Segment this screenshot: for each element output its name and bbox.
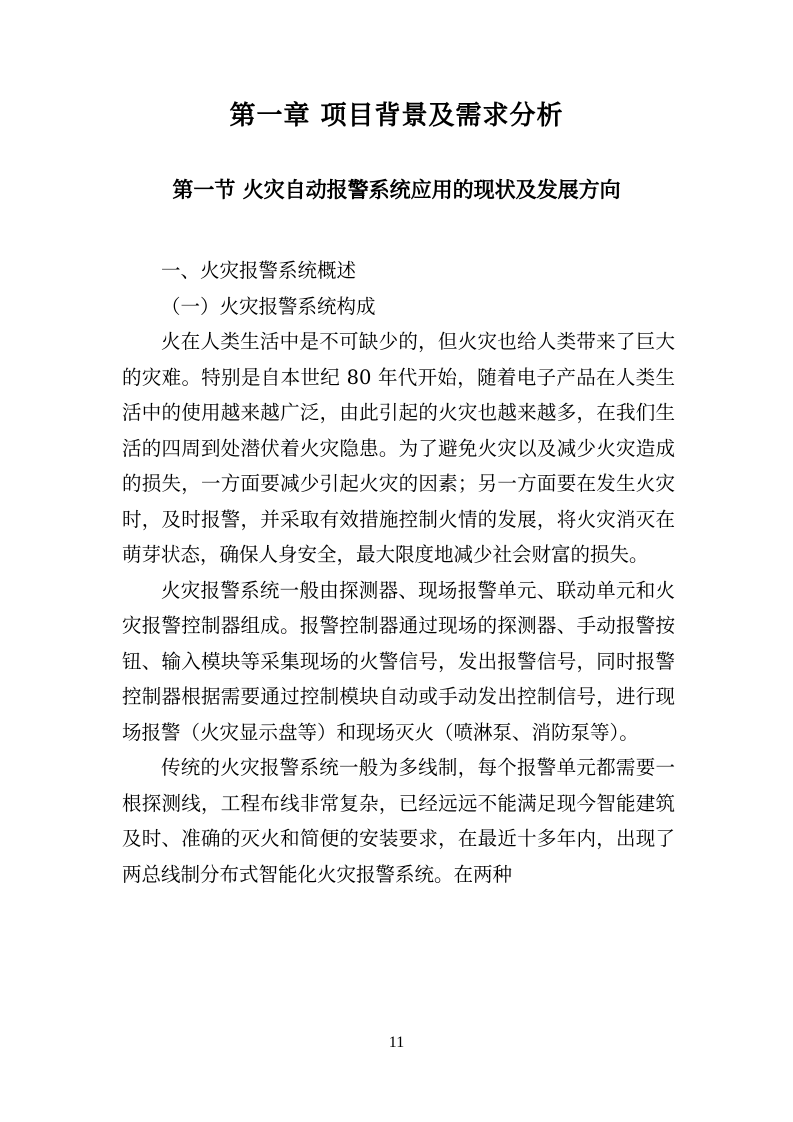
- chapter-title: 第一章 项目背景及需求分析: [229, 101, 564, 131]
- body-text: [122, 253, 675, 892]
- subheading-overview: 一、火灾报警系统概述: [161, 259, 357, 282]
- subheading-composition: （一）火灾报警系统构成: [161, 294, 376, 318]
- page-number: 11: [388, 1034, 405, 1051]
- section-title: 第一节 火灾自动报警系统应用的现状及发展方向: [172, 178, 621, 202]
- paragraph: 传统的火灾报警系统一般为多线制，每个报警单元都需要一根探测线，工程布线非常复杂，已经远远不能满足现今智能建筑及时、准确的灭火和简便的安装要求，在最近十多年内，出现了两总线制分布式智能化火灾报警系统。在两种: [122, 756, 675, 886]
- paragraph: 火灾报警系统一般由探测器、现场报警单元、联动单元和火灾报警控制器组成。报警控制器通过现场的探测器、手动报警按钮、输入模块等采集现场的火警信号，发出报警信号，同时报警控制器根据需要通过控制模块自动或手动发出控制信号，进行现场报警（火灾显示盘等）和现场灭火（喷淋泵、消防泵等）。: [122, 578, 675, 744]
- paragraph: 火在人类生活中是不可缺少的，但火灾也给人类带来了巨大的灾难。特别是自本世纪 80 年代开始，随着电子产品在人类生活中的使用越来越广泛，由此引起的火灾也越来越多，在我们生活的四周到处潜伏着火灾隐患。为了避免火灾以及减少火灾造成的损失，一方面要减少引起火灾的因素；另一方面要在发生火灾时，及时报警，并采取有效措施控制火情的发展，将火灾消灭在萌芽状态，确保人身安全，最大限度地减少社会财富的损失。: [122, 330, 675, 566]
